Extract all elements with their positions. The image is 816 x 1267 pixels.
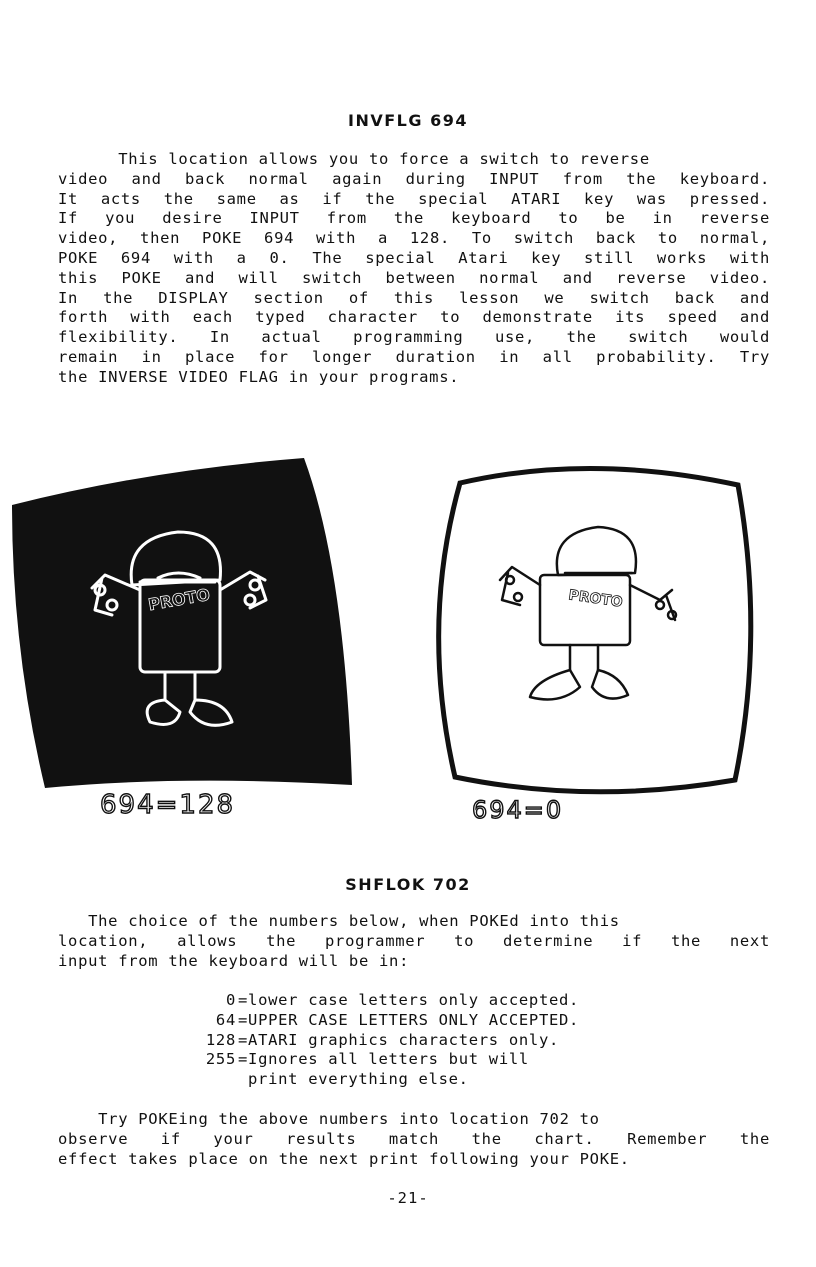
section-heading-invflg: INVFLG 694 xyxy=(348,111,468,130)
robot-shirt-label: PROTO xyxy=(146,584,212,615)
caption-inverse: 694=128 xyxy=(100,790,236,820)
text-line: Try POKEing the above numbers into location 702 to xyxy=(58,1110,600,1128)
table-row xyxy=(150,1050,579,1070)
table-value: 64 xyxy=(215,1010,236,1029)
section-heading-shflok: SHFLOK 702 xyxy=(345,875,471,894)
table-continuation: print everything else. xyxy=(248,1070,469,1089)
text-line: video and back normal again during INPUT from the keyboard. xyxy=(58,169,770,188)
shflok-value-table xyxy=(150,991,579,1090)
shflok-outro-paragraph xyxy=(58,1110,770,1169)
text-line: this POKE and will switch between normal and reverse video. xyxy=(58,268,770,287)
reverse-video-screen-illustration xyxy=(0,450,360,800)
robot-shirt-label: PROTO xyxy=(567,587,624,611)
text-line: It acts the same as if the special ATARI key was pressed. xyxy=(58,189,770,208)
text-line: the INVERSE VIDEO FLAG in your programs. xyxy=(58,367,460,386)
table-row xyxy=(150,1031,579,1051)
text-line: POKE 694 with a 0. The special Atari key still works with xyxy=(58,248,770,267)
text-line: forth with each typed character to demonstrate its speed and xyxy=(58,308,770,327)
text-line: location, allows the programmer to determine if the next xyxy=(58,931,770,950)
page-number: -21- xyxy=(387,1189,429,1207)
caption-normal: 694=0 xyxy=(472,796,564,824)
text-line: In the DISPLAY section of this lesson we switch back and xyxy=(58,288,770,307)
text-line: input from the keyboard will be in: xyxy=(58,951,410,970)
table-description: =UPPER CASE LETTERS ONLY ACCEPTED. xyxy=(238,1010,580,1029)
text-line: The choice of the numbers below, when POKEd into this xyxy=(58,912,620,930)
normal-video-screen-illustration xyxy=(420,455,760,805)
table-row xyxy=(150,991,579,1011)
shflok-intro-paragraph xyxy=(58,912,770,971)
text-line: This location allows you to force a switch to reverse xyxy=(58,150,650,168)
text-line: flexibility. In actual programming use, the switch would xyxy=(58,328,770,347)
text-line: observe if your results match the chart. Remember the xyxy=(58,1129,770,1148)
table-description: =Ignores all letters but will xyxy=(238,1050,529,1069)
table-description: =ATARI graphics characters only. xyxy=(238,1030,560,1049)
text-line: If you desire INPUT from the keyboard to be in reverse xyxy=(58,209,770,228)
table-value: 0 xyxy=(225,991,236,1009)
text-line: remain in place for longer duration in all probability. Try xyxy=(58,347,770,366)
invflg-paragraph xyxy=(58,150,770,388)
text-line: video, then POKE 694 with a 128. To switch back to normal, xyxy=(58,229,770,248)
table-value: 255 xyxy=(205,1050,236,1069)
text-line: effect takes place on the next print following your POKE. xyxy=(58,1149,630,1168)
table-description: =lower case letters only accepted. xyxy=(238,991,580,1009)
table-value: 128 xyxy=(205,1030,236,1049)
table-row xyxy=(150,1011,579,1031)
